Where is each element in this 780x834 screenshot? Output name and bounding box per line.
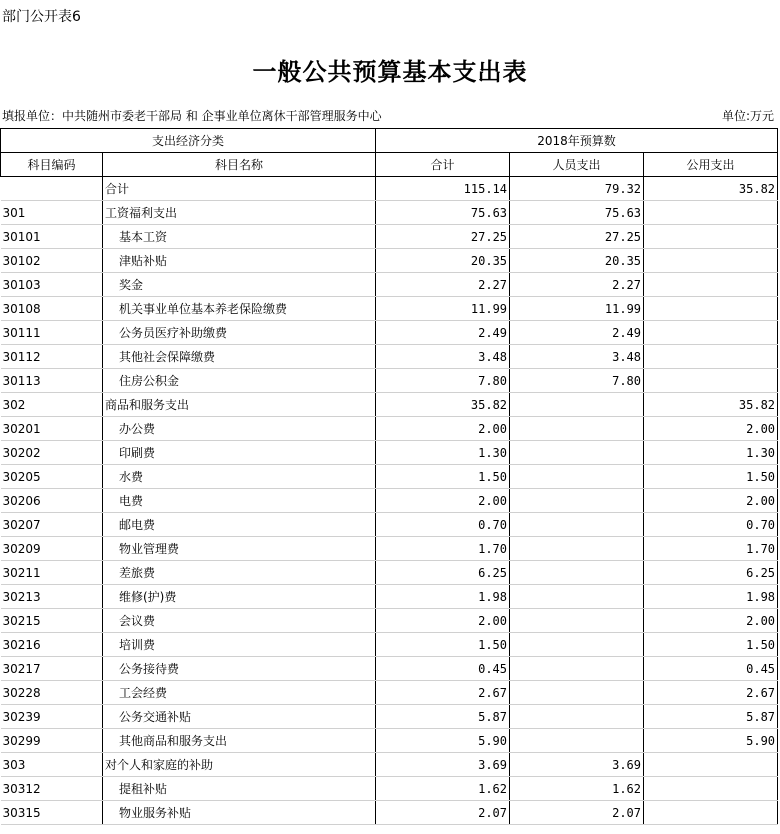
table-row — [1, 777, 778, 801]
row-personnel: 1.62 — [510, 777, 644, 801]
row-name: 其他社会保障缴费 — [103, 345, 376, 369]
row-code: 303 — [1, 753, 103, 777]
row-code: 302 — [1, 393, 103, 417]
row-name: 工会经费 — [103, 681, 376, 705]
header-budget-year: 2018年预算数 — [376, 129, 778, 153]
table-row — [1, 393, 778, 417]
row-public: 35.82 — [644, 177, 778, 201]
row-personnel — [510, 513, 644, 537]
header-code: 科目编码 — [1, 153, 103, 177]
header-total: 合计 — [376, 153, 510, 177]
currency-unit: 单位:万元 — [721, 109, 774, 123]
row-total: 2.00 — [376, 609, 510, 633]
table-row — [1, 657, 778, 681]
row-total: 2.00 — [376, 417, 510, 441]
row-name: 维修(护)费 — [103, 585, 376, 609]
row-public — [644, 753, 778, 777]
row-name: 商品和服务支出 — [103, 393, 376, 417]
row-code — [1, 177, 103, 201]
header-public: 公用支出 — [644, 153, 778, 177]
row-name: 公务交通补贴 — [103, 705, 376, 729]
row-personnel — [510, 537, 644, 561]
row-name: 公务员医疗补助缴费 — [103, 321, 376, 345]
row-total: 2.67 — [376, 681, 510, 705]
row-name: 水费 — [103, 465, 376, 489]
row-public — [644, 777, 778, 801]
row-code: 30108 — [1, 297, 103, 321]
row-name: 办公费 — [103, 417, 376, 441]
row-total: 2.27 — [376, 273, 510, 297]
row-personnel: 3.69 — [510, 753, 644, 777]
row-personnel — [510, 441, 644, 465]
row-name: 机关事业单位基本养老保险缴费 — [103, 297, 376, 321]
table-row — [1, 489, 778, 513]
table-body — [1, 177, 778, 825]
row-total: 75.63 — [376, 201, 510, 225]
row-name: 公务接待费 — [103, 657, 376, 681]
table-row — [1, 249, 778, 273]
row-name: 电费 — [103, 489, 376, 513]
table-row — [1, 369, 778, 393]
row-code: 30111 — [1, 321, 103, 345]
row-name: 提租补贴 — [103, 777, 376, 801]
table-row — [1, 681, 778, 705]
row-name: 基本工资 — [103, 225, 376, 249]
table-row — [1, 513, 778, 537]
row-public: 1.98 — [644, 585, 778, 609]
table-row — [1, 201, 778, 225]
row-total: 0.70 — [376, 513, 510, 537]
row-code: 30206 — [1, 489, 103, 513]
table-row — [1, 441, 778, 465]
row-total: 0.45 — [376, 657, 510, 681]
table-row — [1, 585, 778, 609]
row-public — [644, 249, 778, 273]
row-code: 30312 — [1, 777, 103, 801]
row-personnel: 2.07 — [510, 801, 644, 825]
row-personnel — [510, 609, 644, 633]
row-name: 物业服务补贴 — [103, 801, 376, 825]
row-code: 30102 — [1, 249, 103, 273]
row-personnel — [510, 681, 644, 705]
row-public: 5.87 — [644, 705, 778, 729]
page-title: 一般公共预算基本支出表 — [252, 57, 528, 86]
row-total: 1.62 — [376, 777, 510, 801]
row-public: 2.00 — [644, 417, 778, 441]
row-code: 30213 — [1, 585, 103, 609]
table-row — [1, 273, 778, 297]
row-code: 30201 — [1, 417, 103, 441]
row-total: 2.07 — [376, 801, 510, 825]
row-personnel: 2.27 — [510, 273, 644, 297]
row-personnel — [510, 465, 644, 489]
row-public — [644, 345, 778, 369]
row-code: 30299 — [1, 729, 103, 753]
row-total: 27.25 — [376, 225, 510, 249]
row-total: 1.70 — [376, 537, 510, 561]
row-name: 其他商品和服务支出 — [103, 729, 376, 753]
row-code: 30101 — [1, 225, 103, 249]
row-code: 30103 — [1, 273, 103, 297]
table-row — [1, 537, 778, 561]
row-total: 1.30 — [376, 441, 510, 465]
row-public — [644, 201, 778, 225]
row-total: 6.25 — [376, 561, 510, 585]
row-total: 2.49 — [376, 321, 510, 345]
row-name: 培训费 — [103, 633, 376, 657]
row-public — [644, 321, 778, 345]
row-name: 对个人和家庭的补助 — [103, 753, 376, 777]
row-total: 115.14 — [376, 177, 510, 201]
row-public — [644, 801, 778, 825]
row-public — [644, 369, 778, 393]
row-code: 30113 — [1, 369, 103, 393]
row-total: 1.50 — [376, 633, 510, 657]
table-row — [1, 705, 778, 729]
table-row — [1, 753, 778, 777]
row-public — [644, 225, 778, 249]
table-row — [1, 297, 778, 321]
header-personnel: 人员支出 — [510, 153, 644, 177]
row-public: 1.70 — [644, 537, 778, 561]
row-name: 物业管理费 — [103, 537, 376, 561]
row-total: 5.87 — [376, 705, 510, 729]
row-personnel — [510, 657, 644, 681]
row-public: 2.00 — [644, 489, 778, 513]
row-public: 6.25 — [644, 561, 778, 585]
row-public: 2.67 — [644, 681, 778, 705]
row-total: 11.99 — [376, 297, 510, 321]
row-code: 30315 — [1, 801, 103, 825]
row-code: 30112 — [1, 345, 103, 369]
row-public: 2.00 — [644, 609, 778, 633]
row-code: 301 — [1, 201, 103, 225]
row-total: 5.90 — [376, 729, 510, 753]
row-personnel: 11.99 — [510, 297, 644, 321]
table-row — [1, 345, 778, 369]
row-code: 30207 — [1, 513, 103, 537]
row-name: 工资福利支出 — [103, 201, 376, 225]
row-public: 1.50 — [644, 633, 778, 657]
form-number: 部门公开表6 — [2, 9, 81, 25]
row-public: 35.82 — [644, 393, 778, 417]
row-name: 邮电费 — [103, 513, 376, 537]
table-row — [1, 609, 778, 633]
row-personnel — [510, 585, 644, 609]
reporting-unit: 填报单位：中共随州市委老干部局 和 企事业单位离休干部管理服务中心 — [2, 109, 382, 123]
row-total: 20.35 — [376, 249, 510, 273]
budget-table — [0, 128, 778, 825]
row-name: 津贴补贴 — [103, 249, 376, 273]
row-personnel — [510, 705, 644, 729]
row-name: 印刷费 — [103, 441, 376, 465]
row-personnel — [510, 729, 644, 753]
header-name: 科目名称 — [103, 153, 376, 177]
row-personnel: 75.63 — [510, 201, 644, 225]
header-econ-class: 支出经济分类 — [1, 129, 376, 153]
row-total: 3.69 — [376, 753, 510, 777]
row-personnel: 7.80 — [510, 369, 644, 393]
table-row — [1, 633, 778, 657]
row-code: 30217 — [1, 657, 103, 681]
row-personnel — [510, 393, 644, 417]
row-total: 35.82 — [376, 393, 510, 417]
table-row — [1, 801, 778, 825]
row-code: 30209 — [1, 537, 103, 561]
row-code: 30228 — [1, 681, 103, 705]
row-code: 30211 — [1, 561, 103, 585]
row-public — [644, 273, 778, 297]
table-row — [1, 225, 778, 249]
row-personnel: 3.48 — [510, 345, 644, 369]
table-row — [1, 465, 778, 489]
row-total: 1.98 — [376, 585, 510, 609]
row-name: 合计 — [103, 177, 376, 201]
row-total: 7.80 — [376, 369, 510, 393]
row-code: 30216 — [1, 633, 103, 657]
row-public: 0.70 — [644, 513, 778, 537]
row-public: 5.90 — [644, 729, 778, 753]
row-name: 奖金 — [103, 273, 376, 297]
row-personnel — [510, 417, 644, 441]
row-public: 1.30 — [644, 441, 778, 465]
row-total: 2.00 — [376, 489, 510, 513]
row-name: 差旅费 — [103, 561, 376, 585]
table-row — [1, 561, 778, 585]
row-name: 会议费 — [103, 609, 376, 633]
row-personnel: 27.25 — [510, 225, 644, 249]
row-public: 1.50 — [644, 465, 778, 489]
row-code: 30205 — [1, 465, 103, 489]
row-personnel: 2.49 — [510, 321, 644, 345]
table-row — [1, 321, 778, 345]
table-row — [1, 729, 778, 753]
row-personnel: 20.35 — [510, 249, 644, 273]
table-row — [1, 177, 778, 201]
row-personnel — [510, 561, 644, 585]
row-personnel — [510, 633, 644, 657]
row-public: 0.45 — [644, 657, 778, 681]
row-name: 住房公积金 — [103, 369, 376, 393]
row-code: 30202 — [1, 441, 103, 465]
row-total: 3.48 — [376, 345, 510, 369]
row-code: 30215 — [1, 609, 103, 633]
row-personnel — [510, 489, 644, 513]
row-total: 1.50 — [376, 465, 510, 489]
row-code: 30239 — [1, 705, 103, 729]
row-personnel: 79.32 — [510, 177, 644, 201]
row-public — [644, 297, 778, 321]
table-row — [1, 417, 778, 441]
